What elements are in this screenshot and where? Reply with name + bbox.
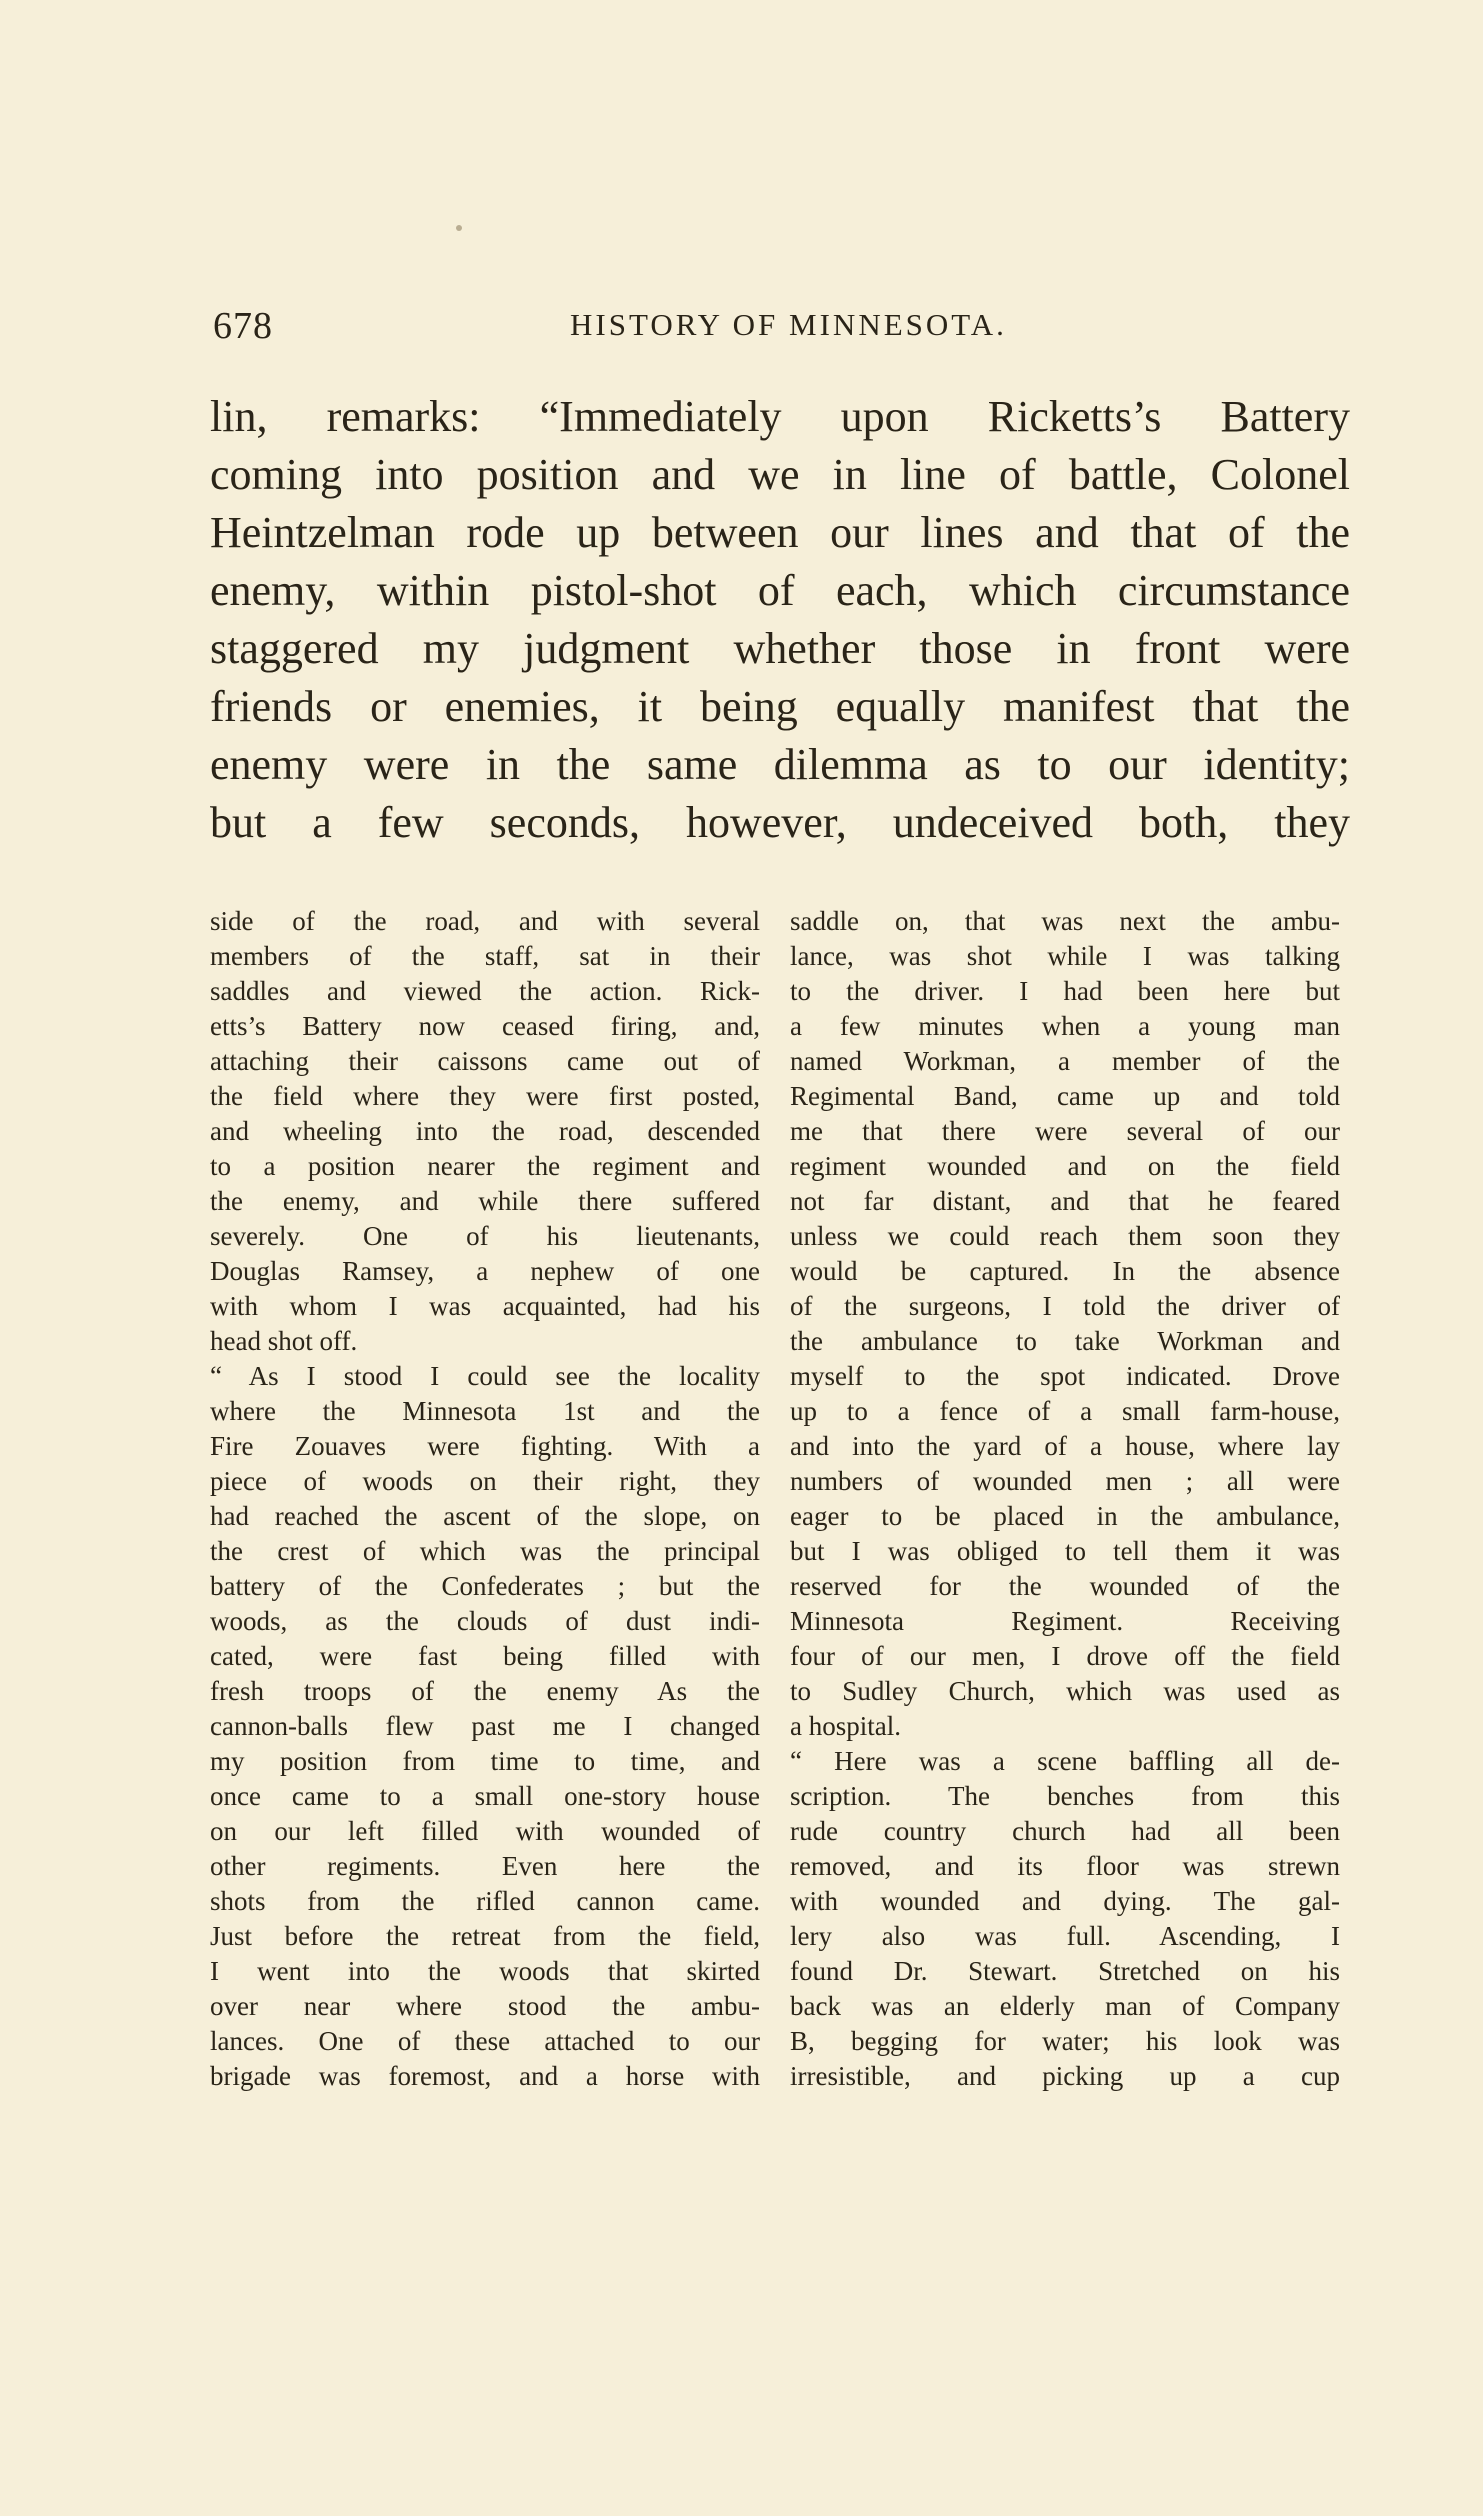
right-line: not far distant, and that he feared [790,1186,1340,1216]
left-line: the field where they were first posted, [210,1081,760,1111]
left-line: my position from time to time, and [210,1746,760,1776]
stray-mark [456,225,462,231]
left-line: to a position nearer the regiment and [210,1151,760,1181]
lead-line: but a few seconds, however, undeceived both, they [210,798,1350,847]
left-line: the enemy, and while there suffered [210,1186,760,1216]
left-line: severely. One of his lieutenants, [210,1221,760,1251]
lead-line: enemy were in the same dilemma as to our identity; [210,740,1350,789]
left-line: cated, were fast being filled with [210,1641,760,1671]
left-line: etts’s Battery now ceased firing, and, [210,1011,760,1041]
running-title: HISTORY OF MINNESOTA. [570,307,1007,342]
right-line: B, begging for water; his look was [790,2026,1340,2056]
left-line: members of the staff, sat in their [210,941,760,971]
left-line: woods, as the clouds of dust indi- [210,1606,760,1636]
left-line: “ As I stood I could see the locality [210,1361,760,1391]
right-column [790,904,1340,2094]
lead-line: coming into position and we in line of battle, Colonel [210,450,1350,499]
left-line: over near where stood the ambu- [210,1991,760,2021]
right-line: regiment wounded and on the field [790,1151,1340,1181]
left-line: attaching their caissons came out of [210,1046,760,1076]
right-line: named Workman, a member of the [790,1046,1340,1076]
right-line: rude country church had all been [790,1816,1340,1846]
left-line: battery of the Confederates ; but the [210,1571,760,1601]
right-line: Minnesota Regiment. Receiving [790,1606,1340,1636]
right-line: reserved for the wounded of the [790,1571,1340,1601]
right-line: scription. The benches from this [790,1781,1340,1811]
left-line: cannon-balls flew past me I changed [210,1711,760,1741]
right-line: me that there were several of our [790,1116,1340,1146]
right-line: eager to be placed in the ambulance, [790,1501,1340,1531]
right-line: with wounded and dying. The gal- [790,1886,1340,1916]
left-line: other regiments. Even here the [210,1851,760,1881]
left-line: Fire Zouaves were fighting. With a [210,1431,760,1461]
left-column [210,904,760,2094]
right-line: up to a fence of a small farm-house, [790,1396,1340,1426]
left-line: where the Minnesota 1st and the [210,1396,760,1426]
right-line: lery also was full. Ascending, I [790,1921,1340,1951]
right-line: of the surgeons, I told the driver of [790,1291,1340,1321]
left-line: piece of woods on their right, they [210,1466,760,1496]
left-line: brigade was foremost, and a horse with [210,2061,760,2091]
lead-line: enemy, within pistol-shot of each, which circumstance [210,566,1350,615]
right-line: unless we could reach them soon they [790,1221,1340,1251]
left-line: I went into the woods that skirted [210,1956,760,1986]
right-line: the ambulance to take Workman and [790,1326,1340,1356]
lead-paragraph [210,388,1350,852]
right-line: to the driver. I had been here but [790,976,1340,1006]
right-line: a few minutes when a young man [790,1011,1340,1041]
left-line: side of the road, and with several [210,906,760,936]
lead-line: friends or enemies, it being equally manifest that the [210,682,1350,731]
left-line: saddles and viewed the action. Rick- [210,976,760,1006]
right-line: but I was obliged to tell them it was [790,1536,1340,1566]
right-line: found Dr. Stewart. Stretched on his [790,1956,1340,1986]
left-line: head shot off. [210,1326,358,1356]
left-line: the crest of which was the principal [210,1536,760,1566]
left-line: had reached the ascent of the slope, on [210,1501,760,1531]
right-line: back was an elderly man of Company [790,1991,1340,2021]
left-line: once came to a small one-story house [210,1781,760,1811]
right-line: would be captured. In the absence [790,1256,1340,1286]
left-line: on our left filled with wounded of [210,1816,760,1846]
right-line: lance, was shot while I was talking [790,941,1340,971]
right-line: irresistible, and picking up a cup [790,2061,1340,2091]
right-line: to Sudley Church, which was used as [790,1676,1340,1706]
right-line: Regimental Band, came up and told [790,1081,1340,1111]
left-line: lances. One of these attached to our [210,2026,760,2056]
lead-line: Heintzelman rode up between our lines and that of the [210,508,1350,557]
left-line: Just before the retreat from the field, [210,1921,760,1951]
lead-line: lin, remarks: “Immediately upon Ricketts’s Battery [210,392,1350,441]
right-line: myself to the spot indicated. Drove [790,1361,1340,1391]
right-line: four of our men, I drove off the field [790,1641,1340,1671]
lead-line: staggered my judgment whether those in front were [210,624,1350,673]
right-line: “ Here was a scene baffling all de- [790,1746,1340,1776]
right-line: and into the yard of a house, where lay [790,1431,1340,1461]
page-number: 678 [213,305,273,347]
left-line: fresh troops of the enemy As the [210,1676,760,1706]
left-line: shots from the rifled cannon came. [210,1886,760,1916]
right-line: a hospital. [790,1711,901,1741]
right-line: numbers of wounded men ; all were [790,1466,1340,1496]
left-line: Douglas Ramsey, a nephew of one [210,1256,760,1286]
right-line: saddle on, that was next the ambu- [790,906,1340,936]
left-line: and wheeling into the road, descended [210,1116,760,1146]
left-line: with whom I was acquainted, had his [210,1291,760,1321]
right-line: removed, and its floor was strewn [790,1851,1340,1881]
